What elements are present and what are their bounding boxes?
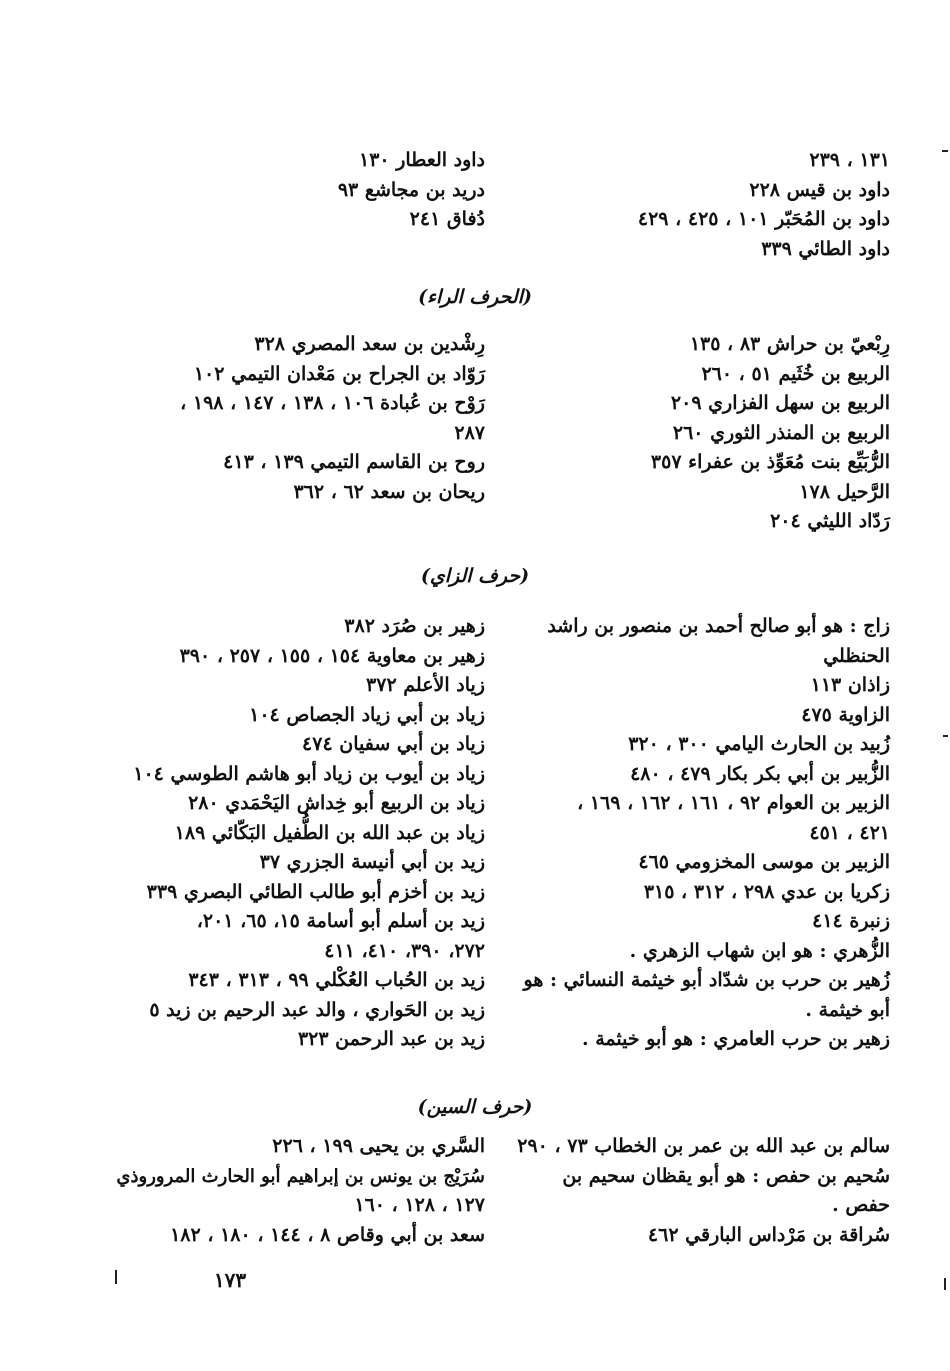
index-entry: زيد بن أسلم أبو أسامة ١٥، ٦٥، ٢٠١، bbox=[196, 910, 485, 932]
index-entry: زُهير بن حرب بن شدّاد أبو خيثمة النسائي : هو bbox=[523, 969, 890, 991]
index-entry: زكريا بن عدي ٢٩٨ ، ٣١٢ ، ٣١٥ bbox=[643, 880, 890, 903]
index-entry: الزُّهري : هو ابن شهاب الزهري . bbox=[629, 939, 890, 962]
margin-mark bbox=[944, 1278, 946, 1290]
index-entry: زيد بن الحُباب العُكْلي ٩٩ ، ٣١٣ ، ٣٤٣ bbox=[188, 969, 485, 991]
index-entry: أبو خيثمة . bbox=[805, 998, 890, 1021]
index-entry: زُبيد بن الحارث اليامي ٣٠٠ ، ٣٢٠ bbox=[628, 733, 890, 755]
index-entry: زيد بن أبي أنيسة الجزري ٣٧ bbox=[259, 851, 485, 873]
column-left bbox=[110, 146, 485, 235]
index-entry: ٢٧٢، ٣٩٠، ٤١٠، ٤١١ bbox=[324, 939, 485, 962]
index-entry: الزُّبير بن أبي بكر بكار ٤٧٩ ، ٤٨٠ bbox=[630, 762, 890, 785]
index-entry: زهير بن صُرَد ٣٨٢ bbox=[344, 615, 485, 637]
column-left bbox=[110, 330, 485, 507]
index-entry: زيد بن أخزم أبو طالب الطائي البصري ٣٣٩ bbox=[146, 880, 485, 903]
index-entry: حفص . bbox=[832, 1194, 890, 1216]
index-entry: ريحان بن سعد ٦٢ ، ٣٦٢ bbox=[293, 480, 485, 503]
index-entry: داود بن قيس ٢٢٨ bbox=[749, 178, 890, 201]
index-entry: ٢٨٧ bbox=[454, 421, 485, 444]
index-entry: زياد بن عبد الله بن الطُّفيل البَكّائي ١٨٩ bbox=[174, 821, 485, 844]
index-entry: الربيع بن خُثَيم ٥١ ، ٢٦٠ bbox=[701, 362, 890, 385]
index-entry: الحنظلي bbox=[823, 644, 890, 667]
index-entry: زاذان ١١٣ bbox=[810, 674, 890, 696]
index-entry: ١٣١ ، ٢٣٩ bbox=[809, 149, 890, 171]
index-entry: رِبْعيّ بن حراش ٨٣ ، ١٣٥ bbox=[689, 333, 890, 355]
column-right bbox=[510, 1132, 890, 1250]
index-entry: الزبير بن العوام ٩٢ ، ١٦١ ، ١٦٢ ، ١٦٩ ، bbox=[577, 792, 890, 814]
index-entry: سالم بن عبد الله بن عمر بن الخطاب ٧٣ ، ٢٩٠ bbox=[517, 1135, 890, 1157]
index-entry: زنبرة ٤١٤ bbox=[812, 910, 890, 932]
index-entry: ١٢٧ ، ١٢٨ ، ١٦٠ bbox=[354, 1194, 485, 1216]
index-entry: زيد بن عبد الرحمن ٣٢٣ bbox=[297, 1028, 485, 1050]
section-ra bbox=[110, 330, 890, 545]
index-entry: الربيع بن المنذر الثوري ٢٦٠ bbox=[672, 421, 890, 444]
section-zay bbox=[110, 612, 890, 1082]
column-left bbox=[110, 612, 485, 1055]
page-number: ١٧٣ bbox=[213, 1268, 247, 1292]
index-entry: رَدّاد الليثي ٢٠٤ bbox=[770, 510, 890, 532]
index-entry: زهير بن معاوية ١٥٤ ، ١٥٥ ، ٢٥٧ ، ٣٩٠ bbox=[179, 644, 485, 667]
section-header-sin: (حرف السين) bbox=[417, 1096, 533, 1118]
margin-mark bbox=[942, 150, 948, 152]
margin-mark bbox=[115, 1270, 117, 1284]
section-sin bbox=[110, 1132, 890, 1262]
index-entry: زيد بن الحَواري ، والد عبد الرحيم بن زيد ٥ bbox=[149, 998, 485, 1021]
index-entry: الرُّبَيِّع بنت مُعَوِّذ بن عفراء ٣٥٧ bbox=[650, 451, 890, 473]
column-left bbox=[110, 1132, 485, 1250]
index-entry: سُرَيْج بن يونس بن إبراهيم أبو الحارث المروروذي bbox=[116, 1165, 485, 1187]
margin-mark bbox=[943, 735, 948, 737]
index-entry: زياد بن أبي سفيان ٤٧٤ bbox=[302, 733, 485, 755]
column-right bbox=[510, 612, 890, 1055]
index-entry: الرَّحيل ١٧٨ bbox=[799, 480, 890, 503]
index-entry: الربيع بن سهل الفزاري ٢٠٩ bbox=[670, 392, 890, 414]
index-entry: زياد بن أبي زياد الجصاص ١٠٤ bbox=[249, 703, 485, 726]
index-entry: داود العطار ١٣٠ bbox=[358, 149, 485, 171]
index-entry: رَوْح بن عُبادة ١٠٦ ، ١٣٨ ، ١٤٧ ، ١٩٨ ، bbox=[180, 392, 485, 414]
section-dal bbox=[110, 146, 890, 271]
index-entry: الزاوية ٤٧٥ bbox=[801, 703, 890, 726]
index-entry: سعد بن أبي وقاص ٨ ، ١٤٤ ، ١٨٠ ، ١٨٢ bbox=[170, 1223, 485, 1246]
column-right bbox=[510, 146, 890, 264]
index-entry: زاج : هو أبو صالح أحمد بن منصور بن راشد bbox=[547, 615, 890, 637]
column-right bbox=[510, 330, 890, 537]
index-entry: رَوّاد بن الجراح بن مَعْدان التيمي ١٠٢ bbox=[193, 362, 485, 385]
index-entry: ٤٢١ ، ٤٥١ bbox=[809, 821, 890, 844]
section-header-zay: (حرف الزاي) bbox=[420, 565, 530, 587]
section-header-ra: (الحرف الراء) bbox=[418, 286, 532, 308]
index-entry: السَّري بن يحيى ١٩٩ ، ٢٢٦ bbox=[272, 1135, 485, 1157]
index-entry: الزبير بن موسى المخزومي ٤٦٥ bbox=[638, 851, 890, 873]
index-entry: روح بن القاسم التيمي ١٣٩ ، ٤١٣ bbox=[223, 451, 485, 473]
index-entry: سُحيم بن حفص : هو أبو يقظان سحيم بن bbox=[562, 1164, 890, 1187]
index-entry: زياد الأعلم ٣٧٢ bbox=[366, 674, 485, 696]
index-entry: دُفاق ٢٤١ bbox=[409, 208, 485, 230]
index-entry: زهير بن حرب العامري : هو أبو خيثمة . bbox=[582, 1028, 890, 1050]
index-entry: رِشْدين بن سعد المصري ٣٢٨ bbox=[254, 333, 485, 355]
index-entry: زياد بن الربيع أبو خِداش اليَحْمَدي ٢٨٠ bbox=[188, 792, 485, 814]
index-entry: زياد بن أيوب بن زياد أبو هاشم الطوسي ١٠٤ bbox=[133, 762, 485, 785]
index-entry: داود بن المُحَبّر ١٠١ ، ٤٢٥ ، ٤٢٩ bbox=[637, 208, 890, 230]
index-entry: داود الطائي ٣٣٩ bbox=[761, 237, 890, 260]
index-entry: سُراقة بن مَرْداس البارقي ٤٦٢ bbox=[647, 1223, 890, 1246]
index-entry: دريد بن مجاشع ٩٣ bbox=[337, 178, 485, 201]
